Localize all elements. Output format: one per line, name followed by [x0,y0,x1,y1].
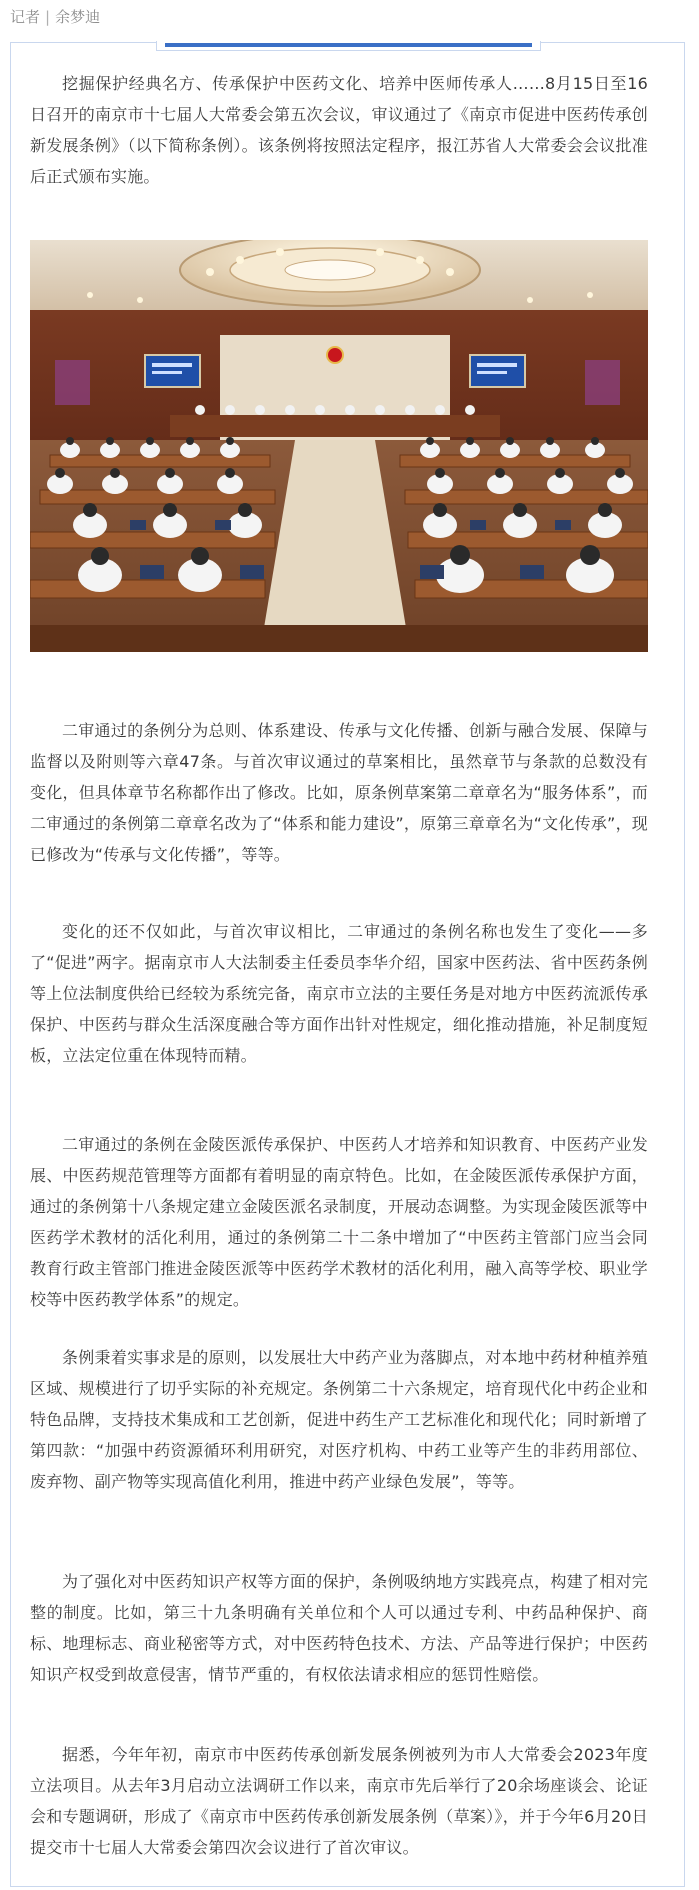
meeting-photo [30,240,648,652]
byline [10,6,100,27]
article-paragraph-6: 为了强化对中医药知识产权等方面的保护，条例吸纳地方实践亮点，构建了相对完整的制度。比如，第三十九条明确有关单位和个人可以通过专利、中药品种保护、商标、地理标志、商业秘密等方式，对中医药特色技术、方法、产品等进行保护；中医药知识产权受到故意侵害，情节严重的，有权依法请求相应的惩罚性赔偿。 [30,1572,648,1684]
article-paragraph-7: 据悉，今年年初，南京市中医药传承创新发展条例被列为市人大常委会2023年度立法项目。从去年3月启动立法调研工作以来，南京市先后举行了20余场座谈会、论证会和专题调研，形成了《南京市中医药传承创新发展条例（草案）》，并于今年6月20日提交市十七届人大常委会第四次会议进行了首次审议。 [30,1745,648,1857]
article-paragraph-4: 二审通过的条例在金陵医派传承保护、中医药人才培养和知识教育、中医药产业发展、中医药规范管理等方面都有着明显的南京特色。比如，在金陵医派传承保护方面，通过的条例第十八条规定建立金陵医派名录制度，开展动态调整。为实现金陵医派等中医药学术教材的活化利用，通过的条例第二十二条中增加了“中医药主管部门应当会同教育行政主管部门推进金陵医派等中医药学术教材的活化利用，融入高等学校、职业学校等中医药教学体系”的规定。 [30,1135,648,1309]
article-paragraph-1: 挖掘保护经典名方、传承保护中医药文化、培养中医师传承人……8月15日至16日召开的南京市十七届人大常委会第五次会议，审议通过了《南京市促进中医药传承创新发展条例》（以下简称条例）。该条例将按照法定程序，报江苏省人大常委会会议批准后正式颁布实施。 [30,74,648,186]
decorative-top-bar [156,41,541,51]
byline-author: 余梦迪 [55,8,101,26]
byline-separator: | [45,8,51,26]
article-paragraph-5: 条例秉着实事求是的原则，以发展壮大中药产业为落脚点，对本地中药材种植养殖区域、规模进行了切乎实际的补充规定。条例第二十六条规定，培育现代化中药企业和特色品牌，支持技术集成和工艺创新，促进中药生产工艺标准化和现代化；同时新增了第四款：“加强中药资源循环利用研究，对医疗机构、中药工业等产生的非药用部位、废弃物、副产物等实现高值化利用，推进中药产业绿色发展”，等等。 [30,1348,648,1491]
article-paragraph-3: 变化的还不仅如此，与首次审议相比，二审通过的条例名称也发生了变化——多了“促进”两字。据南京市人大法制委主任委员李华介绍，国家中医药法、省中医药条例等上位法制度供给已经较为系统完备，南京市立法的主要任务是对地方中医药流派传承保护、中医药与群众生活深度融合等方面作出针对性规定，细化推动措施，补足制度短板，立法定位重在体现特而精。 [30,922,648,1065]
article-paragraph-2: 二审通过的条例分为总则、体系建设、传承与文化传播、创新与融合发展、保障与监督以及附则等六章47条。与首次审议通过的草案相比，虽然章节与条款的总数没有变化，但具体章节名称都作出了修改。比如，原条例草案第二章章名为“服务体系”，而二审通过的条例第二章章名改为了“体系和能力建设”，原第三章章名为“文化传承”，现已修改为“传承与文化传播”，等等。 [30,721,648,864]
byline-role: 记者 [10,8,41,26]
